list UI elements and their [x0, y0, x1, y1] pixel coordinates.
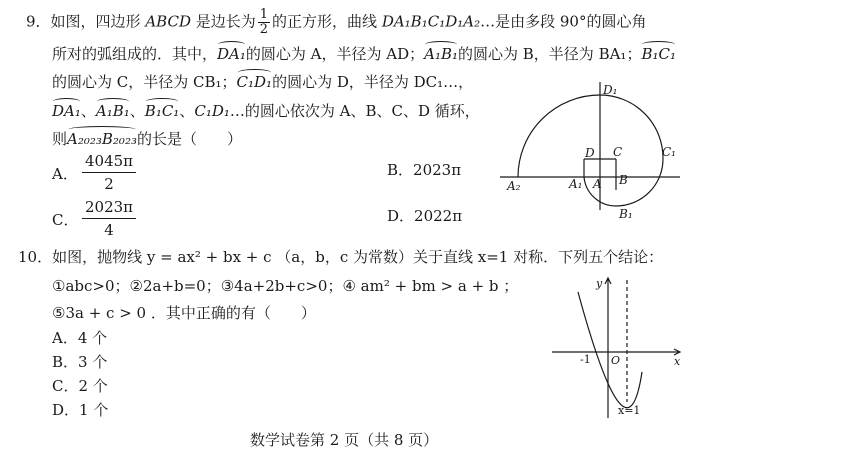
- label-d: D: [585, 146, 595, 160]
- q9-option-c-label: C．: [52, 211, 79, 229]
- arc-b1c1: B₁C₁: [641, 45, 676, 63]
- q10-option-c: C．2 个: [52, 377, 108, 395]
- label-x-axis: x: [674, 355, 681, 368]
- label-x-equals-1: x=1: [618, 404, 641, 417]
- q9-line-2: [52, 44, 676, 64]
- parabola-curve: [578, 292, 642, 408]
- label-a: A: [593, 177, 602, 191]
- arc-a2023b2023: A₂₀₂₃B₂₀₂₃: [67, 130, 137, 148]
- q9-l2-text-b: 的圆心为 A，半径为 AD；: [245, 45, 425, 63]
- q10-option-d: D．1 个: [52, 401, 109, 419]
- q9-text-d: …是由多段 90°的圆心角: [480, 12, 647, 31]
- q10-option-b: B．3 个: [52, 353, 108, 371]
- q9-line-4: DA₁、A₁B₁、B₁C₁、C₁D₁…的圆心依次为 A、B、C、D 循环，: [52, 102, 480, 120]
- frac-numerator: 2023π: [82, 196, 136, 219]
- q9-l5-text-b: 的长是（ ）: [136, 130, 242, 148]
- page-footer: 数学试卷第 2 页（共 8 页）: [250, 431, 439, 449]
- label-neg1: -1: [580, 353, 591, 366]
- arc-a1b1: A₁B₁: [424, 45, 459, 63]
- q9-l5-text-a: 则: [52, 130, 68, 148]
- q9-line-5: [52, 129, 242, 149]
- q9-l3-text-b: 的圆心为 D，半径为 DC₁…，: [272, 73, 474, 91]
- label-origin: O: [611, 354, 621, 367]
- arc-a2-d1: [518, 95, 600, 177]
- label-c1: C₁: [662, 145, 676, 159]
- q10-text-1: 如图，抛物线 y = ax² + bx + c （a，b，c 为常数）关于直线 x=1 对称．下列五个结论：: [52, 248, 664, 266]
- label-a1: A₁: [569, 177, 583, 191]
- label-y-axis: y: [596, 277, 603, 290]
- q9-curve-name: DA₁B₁C₁D₁A₂: [381, 12, 481, 31]
- q9-text-a: 如图，四边形: [50, 12, 146, 31]
- q9-l2-text-a: 所对的弧组成的．其中，: [52, 45, 218, 63]
- label-b: B: [619, 173, 628, 187]
- q9-l4-rest: …的圆心依次为 A、B、C、D 循环，: [229, 102, 480, 120]
- label-c: C: [613, 145, 623, 159]
- label-a2: A₂: [507, 179, 521, 193]
- arc-b1c1-list: B₁C₁: [144, 102, 180, 120]
- q9-text-c: 的正方形，曲线: [272, 12, 382, 31]
- frac-denominator: 4: [104, 221, 114, 239]
- q10-line-1: [18, 247, 663, 267]
- q9-option-d: D．2022π: [387, 207, 463, 225]
- q9-option-a-label: A．: [52, 165, 78, 183]
- q9-l2-text-c: 的圆心为 B，半径为 BA₁；: [458, 45, 642, 63]
- q9-l3-text-a: 的圆心为 C，半径为 CB₁；: [52, 73, 237, 91]
- frac-numerator: 4045π: [82, 150, 136, 173]
- q10-line-3: ⑤3a + c > 0 ．其中正确的有（ ）: [52, 304, 316, 322]
- arc-da1-list: DA₁: [52, 102, 81, 120]
- arc-c1d1: C₁D₁: [236, 73, 273, 91]
- q10-number: 10．: [18, 248, 53, 266]
- label-d1: D₁: [603, 83, 618, 97]
- frac-denominator: 2: [259, 22, 269, 37]
- label-b1: B₁: [619, 207, 633, 221]
- q9-half-fraction: [258, 8, 270, 37]
- arc-c1d1-list: C₁D₁: [194, 102, 230, 120]
- q9-number: 9．: [26, 12, 51, 31]
- q9-arc-figure: [500, 80, 690, 230]
- q10-parabola-figure: [550, 272, 690, 420]
- q9-line-3: [52, 72, 473, 92]
- q9-text-b: 是边长为: [190, 12, 256, 31]
- frac-numerator: 1: [259, 7, 269, 22]
- arc-d1-c1: [600, 95, 663, 159]
- q9-option-b: B．2023π: [387, 161, 462, 179]
- q9-abcd: ABCD: [145, 12, 191, 31]
- arc-da1: DA₁: [217, 45, 246, 63]
- frac-denominator: 2: [104, 175, 114, 193]
- arc-a1b1-list: A₁B₁: [95, 102, 130, 120]
- q9-option-a-fraction: [82, 150, 136, 195]
- q10-line-2: ①abc>0；②2a+b=0；③4a+2b+c>0；④ am² + bm > a + b ；: [52, 277, 519, 295]
- q9-line-1: [26, 8, 646, 37]
- q9-option-c-fraction: [82, 196, 136, 241]
- q10-option-a: A．4 个: [52, 329, 108, 347]
